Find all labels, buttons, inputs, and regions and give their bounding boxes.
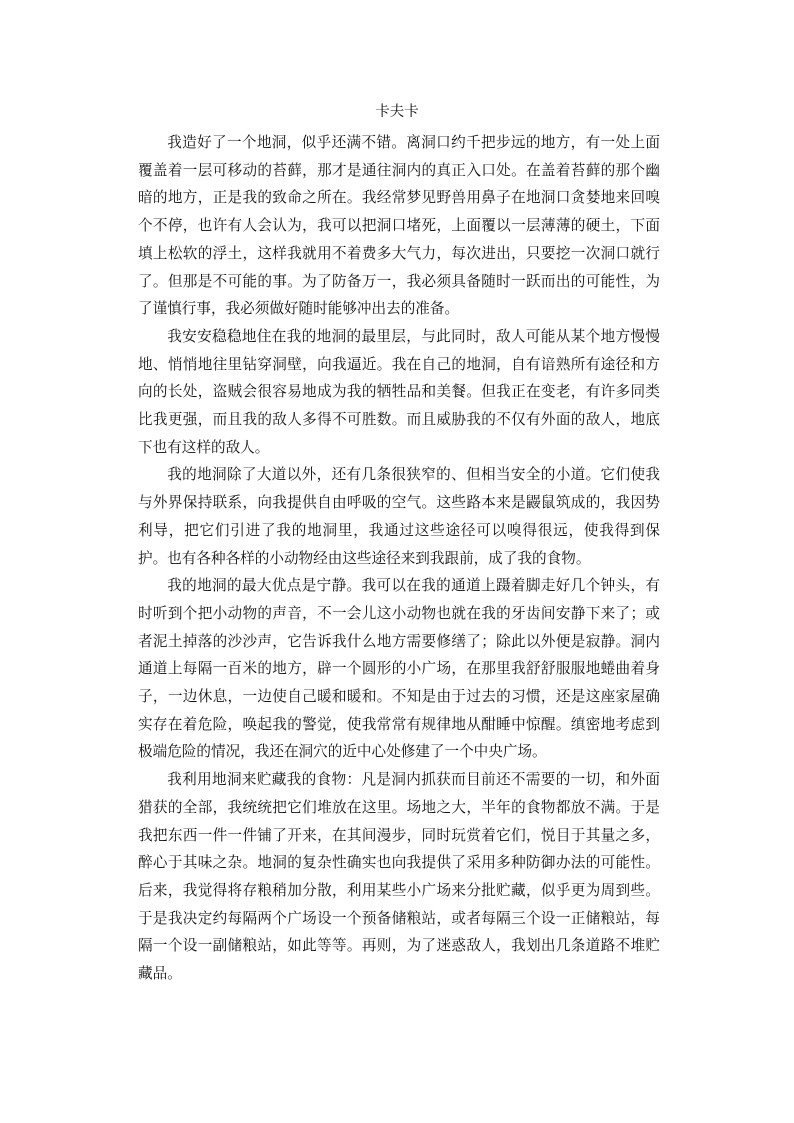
document-title: 卡夫卡 xyxy=(375,104,419,120)
paragraph-2: 我安安稳稳地住在我的地洞的最里层，与此同时，敌人可能从某个地方慢慢地、悄悄地往里钻穿洞壁，向我逼近。我在自己的地洞，自有谙熟所有途径和方向的长处，盗贼会很容易地成为我的牺牲品和美餐。但我正在变老，有许多同类比我更强，而且我的敌人多得不可胜数。而且威胁我的不仅有外面的敌人，地底下也有这样的敌人。 xyxy=(138,327,660,456)
document-body xyxy=(138,129,660,988)
paragraph-1: 我造好了一个地洞，似乎还满不错。离洞口约千把步远的地方，有一处上面覆盖着一层可移动的苔藓，那才是通往洞内的真正入口处。在盖着苔藓的那个幽暗的地方，正是我的致命之所在。我经常梦见野兽用鼻子在地洞口贪婪地来回嗅个不停，也许有人会认为，我可以把洞口堵死，上面覆以一层薄薄的硬土，下面填上松软的浮土，这样我就用不着费多大气力，每次进出，只要挖一次洞口就行了。但那是不可能的事。为了防备万一，我必须具备随时一跃而出的可能性，为了谨慎行事，我必须做好随时能够冲出去的准备。 xyxy=(138,134,660,318)
paragraph-4: 我的地洞的最大优点是宁静。我可以在我的通道上蹑着脚走好几个钟头，有时听到个把小动物的声音，不一会儿这小动物也就在我的牙齿间安静下来了；或者泥土掉落的沙沙声，它告诉我什么地方需要修缮了；除此以外便是寂静。洞内通道上每隔一百米的地方，辟一个圆形的小广场，在那里我舒舒服服地蜷曲着身子，一边休息，一边使自己暖和暖和。不知是由于过去的习惯，还是这座家屋确实存在着危险，唤起我的警觉，使我常常有规律地从酣睡中惊醒。缜密地考虑到极端危险的情况，我还在洞穴的近中心处修建了一个中央广场。 xyxy=(138,577,660,761)
paragraph-3: 我的地洞除了大道以外，还有几条很狭窄的、但相当安全的小道。它们使我与外界保持联系，向我提供自由呼吸的空气。这些路本来是鼹鼠筑成的，我因势利导，把它们引进了我的地洞里，我通过这些途径可以嗅得很远，使我得到保护。也有各种各样的小动物经由这些途径来到我跟前，成了我的食物。 xyxy=(138,466,660,567)
paragraph-5: 我利用地洞来贮藏我的食物：凡是洞内抓获而目前还不需要的一切，和外面猎获的全部，我统统把它们堆放在这里。场地之大，半年的食物都放不满。于是我把东西一件一件铺了开来，在其间漫步，同时玩赏着它们，悦目于其量之多，醉心于其味之杂。地洞的复杂性确实也向我提供了采用多种防御办法的可能性。后来，我觉得将存粮稍加分散，利用某些小广场来分批贮藏，似乎更为周到些。于是我决定约每隔两个广场设一个预备储粮站，或者每隔三个设一正储粮站，每隔一个设一副储粮站，如此等等。再则，为了迷惑敌人，我划出几条道路不堆贮藏品。 xyxy=(138,771,660,983)
